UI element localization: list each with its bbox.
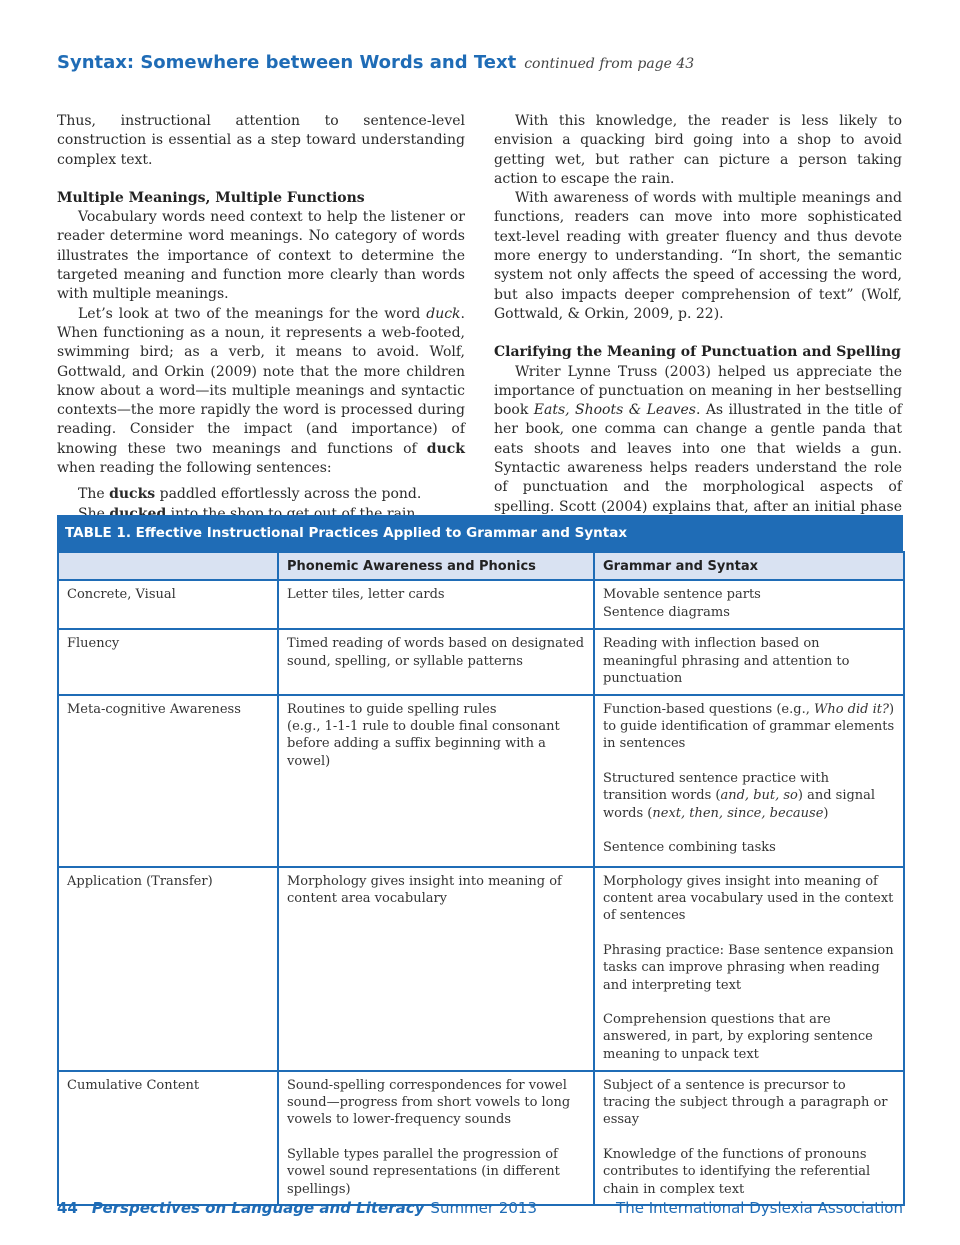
cell-grammar: Subject of a sentence is precursor to tracing the subject through a paragraph or essay Knowledge of the functions of pronouns contributes to identifying the referential chain in complex text xyxy=(594,1071,904,1205)
header-blank xyxy=(58,552,278,580)
magazine-title: Perspectives on Language and Literacy xyxy=(91,1199,425,1217)
section-heading-punctuation: Clarifying the Meaning of Punctuation and Spelling xyxy=(494,344,901,361)
cell-phonics: Timed reading of words based on designated sound, spelling, or syllable patterns xyxy=(278,629,594,694)
paragraph-awareness: With awareness of words with multiple meanings and functions, readers can move into more sophisticated text-level reading with greater fluency and thus devote more energy to understanding. “In short, the semantic system not only affects the speed of accessing the word, but also impacts deeper comprehension of text” (Wolf, Gottwald, & Orkin, 2009, p. 22). xyxy=(494,190,902,322)
cell-grammar: Reading with inflection based on meaningful phrasing and attention to punctuation xyxy=(594,629,904,694)
row-label: Application (Transfer) xyxy=(58,867,278,1071)
table-row xyxy=(58,695,904,867)
row-label: Meta-cognitive Awareness xyxy=(58,695,278,867)
issue-label: Summer 2013 xyxy=(430,1199,538,1217)
paragraph-knowledge: With this knowledge, the reader is less likely to envision a quacking bird going into a shop to avoid getting wet, but rather can picture a person taking action to escape the rain. xyxy=(494,113,902,187)
cell-phonics: Letter tiles, letter cards xyxy=(278,580,594,629)
paragraph-duck: Let’s look at two of the meanings for the word duck. When functioning as a noun, it represents a web-footed, swimming bird; as a verb, it means to avoid. Wolf, Gottwald, and Orkin (2009) note that the more children know about a word—its multiple meanings and syntactic contexts—the more rapidly the word is processed during reading. Consider the impact (and importance) of knowing these two meanings and functions of duck when reading the following sentences: xyxy=(57,305,465,477)
paragraph-vocabulary: Vocabulary words need context to help the listener or reader determine word meanings. No category of words illustrates the importance of context to determine the targeted meaning and function more clearly than words with multiple meanings. xyxy=(57,209,465,303)
example-sentence-1: The ducks paddled effortlessly across the pond. xyxy=(78,486,422,503)
table-title: TABLE 1. Effective Instructional Practices Applied to Grammar and Syntax xyxy=(57,515,903,551)
cell-phonics: Routines to guide spelling rules (e.g., 1-1-1 rule to double final consonant before adding a suffix beginning with a vowel) xyxy=(278,695,594,867)
row-label: Concrete, Visual xyxy=(58,580,278,629)
table-row xyxy=(58,867,904,1071)
table-row xyxy=(58,1071,904,1205)
page-number: 44 xyxy=(57,1199,78,1217)
page-footer xyxy=(57,1199,903,1217)
paragraph-truss: Writer Lynne Truss (2003) helped us appreciate the importance of punctuation on meaning in her bestselling book Eats, Shoots & Leaves. As illustrated in the title of her book, one comma can change a gentle panda that eats shoots and leaves into one that wields a gun. Syntactic awareness helps readers understand the role of punctuation and the morphological aspects of spelling. Scott (2004) explains that, after an initial phase xyxy=(494,363,902,515)
continued-note: continued from page 43 xyxy=(524,56,695,72)
running-header xyxy=(57,52,694,73)
cell-grammar: Movable sentence parts Sentence diagrams xyxy=(594,580,904,629)
cell-phonics: Sound-spelling correspondences for vowel sound—progress from short vowels to long vowels to lower-frequency sounds Syllable types parallel the progression of vowel sound representations (in different spellings) xyxy=(278,1071,594,1205)
left-column xyxy=(57,112,465,524)
cell-phonics: Morphology gives insight into meaning of content area vocabulary xyxy=(278,867,594,1071)
header-grammar: Grammar and Syntax xyxy=(594,552,904,580)
table-header-row xyxy=(58,552,904,580)
article-title: Syntax: Somewhere between Words and Text xyxy=(57,52,517,73)
table-row xyxy=(58,629,904,694)
table-row xyxy=(58,580,904,629)
instructional-practices-table xyxy=(57,515,903,1206)
right-column xyxy=(494,112,902,536)
cell-grammar: Morphology gives insight into meaning of content area vocabulary used in the context of sentences Phrasing practice: Base sentence expansion tasks can improve phrasing when reading and interpreting text Comprehension questions that are answered, in part, by exploring sentence meaning to unpack text xyxy=(594,867,904,1071)
intro-paragraph: Thus, instructional attention to sentence-level construction is essential as a step toward understanding complex text. xyxy=(57,113,465,168)
organization-name: The International Dyslexia Association xyxy=(616,1199,903,1217)
row-label: Fluency xyxy=(58,629,278,694)
header-phonics: Phonemic Awareness and Phonics xyxy=(278,552,594,580)
row-label: Cumulative Content xyxy=(58,1071,278,1205)
cell-grammar: Function-based questions (e.g., Who did it?) to guide identification of grammar elements in sentences Structured sentence practice with transition words (and, but, so) and signal words (next, then, since, because) Sentence combining tasks xyxy=(594,695,904,867)
section-heading-multiple-meanings: Multiple Meanings, Multiple Functions xyxy=(57,189,365,206)
